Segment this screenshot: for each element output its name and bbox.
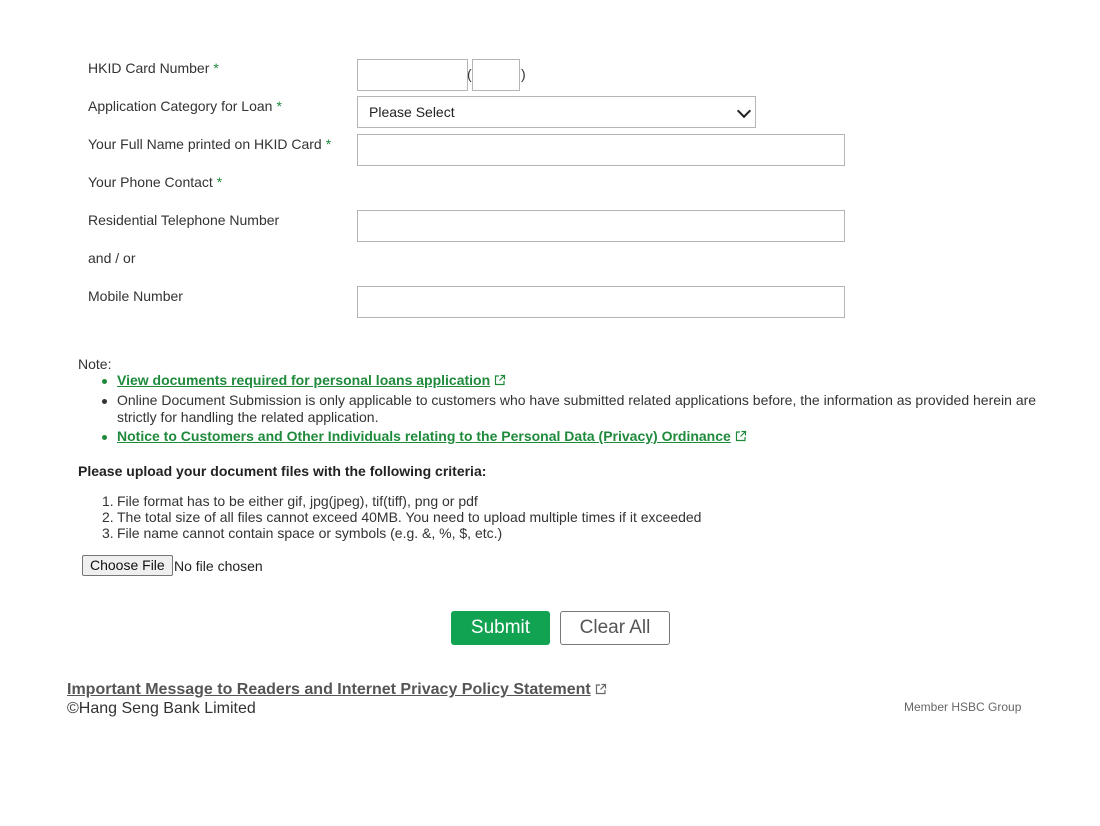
required-mark: * [325,136,332,152]
required-mark: * [276,98,282,114]
category-label: Application Category for Loan * [88,98,282,114]
copyright-text: ©Hang Seng Bank Limited [67,700,256,717]
hkid-close-paren: ) [521,66,526,82]
list-item: 1. File format has to be either gif, jpg(jpeg), tif(tiff), png or pdf [102,493,478,509]
loan-category-select[interactable] [357,96,756,128]
privacy-policy-link[interactable]: Important Message to Readers and Internet Privacy Policy Statement [67,681,607,700]
external-link-icon [595,682,607,700]
member-hsbc-text: Member HSBC Group [904,700,1022,714]
phone-contact-label: Your Phone Contact * [88,174,223,190]
bullet [102,399,107,404]
clear-all-button[interactable]: Clear All [560,611,670,645]
criteria-title: Please upload your document files with the following criteria: [78,463,487,479]
external-link-icon [735,429,747,446]
bullet [102,379,107,384]
fullname-label: Your Full Name printed on HKID Card * [88,136,332,152]
required-mark: * [216,174,223,190]
submit-button[interactable]: Submit [451,611,550,645]
criteria-list [102,493,701,541]
hkid-check-digit-input[interactable] [472,59,520,91]
list-item: 3. File name cannot contain space or symbols (e.g. &, %, $, etc.) [102,525,503,541]
note-heading: Note: [78,356,112,372]
hkid-label: HKID Card Number * [88,60,219,76]
loan-category-selected: Please Select [369,104,455,120]
list-item [102,392,1052,426]
documents-required-link[interactable]: View documents required for personal loans application [117,372,491,388]
privacy-ordinance-link[interactable]: Notice to Customers and Other Individuals relating to the Personal Data (Privacy) Ordinance [117,428,731,444]
list-item: 2. The total size of all files cannot exceed 40MB. You need to upload multiple times if it exceeded [102,509,702,525]
residential-phone-input[interactable] [357,210,845,242]
bullet [102,435,107,440]
online-submission-note: Online Document Submission is only applicable to customers who have submitted related applications before, the information as provided herein are strictly for handling the related application. [117,392,1037,425]
hkid-number-input[interactable] [357,59,468,91]
mobile-label: Mobile Number [88,288,183,304]
list-item [102,428,1052,446]
list-item [102,372,1052,390]
fullname-input[interactable] [357,134,845,166]
choose-file-button[interactable]: Choose File [82,555,173,576]
residential-phone-label: Residential Telephone Number [88,212,280,228]
hkid-open-paren: ( [467,66,472,82]
no-file-status: No file chosen [174,558,263,574]
external-link-icon [494,373,506,390]
and-or-label: and / or [88,250,136,266]
chevron-down-icon [737,104,751,118]
required-mark: * [213,60,219,76]
note-list [102,372,1052,446]
mobile-input[interactable] [357,286,845,318]
